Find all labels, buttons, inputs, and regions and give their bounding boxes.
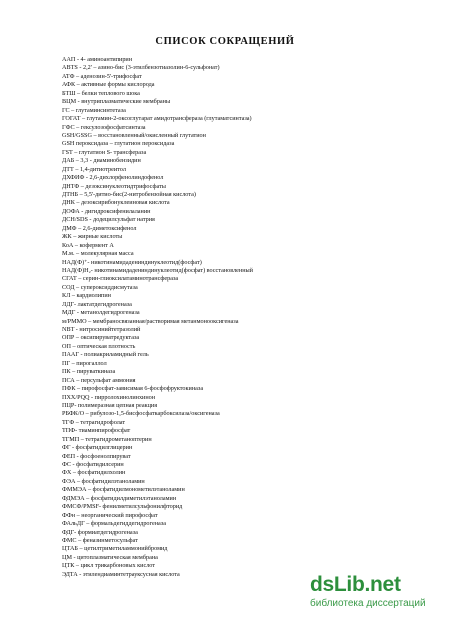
- abbreviation-entry: ДТНБ – 5,5'-дитио-бис(2-нитробензойная кислота): [62, 191, 196, 198]
- abbreviation-entry: ДТТ – 1,4-дитиотреитол: [62, 165, 126, 173]
- abbreviation-entry: ФДМЭА – фосфатидилдиметилэтаноламин: [62, 494, 177, 502]
- abbreviation-entry: ПСА – персульфат аммония: [62, 376, 136, 384]
- abbreviation-entry: АТФ – аденозин-5'-трифосфат: [62, 72, 142, 80]
- abbreviation-entry: БТШ – белки теплового шока: [62, 89, 140, 97]
- abbreviation-entry: КоА – кофермент А: [62, 241, 114, 249]
- abbreviation-entry: ОП – оптическая плотность: [62, 342, 136, 350]
- abbreviation-entry: ТПФ- тиаминпирофосфат: [62, 427, 131, 435]
- abbreviation-entry: ПЦР- полимеразная цепная реакция: [62, 401, 158, 409]
- abbreviation-entry: ЦТАБ – цетилтриметиламмонийбромид: [62, 545, 168, 553]
- abbreviation-entry: ПГ – пирогаллол: [62, 359, 107, 367]
- abbreviation-entry: ДМФ – 2,6-диметоксифенол: [62, 224, 137, 232]
- abbreviation-entry: ААП - 4- аминоантипирин: [62, 56, 133, 63]
- abbreviation-entry: ДНТФ – дезоксинуклеотидтрифосфаты: [62, 182, 166, 190]
- site-watermark: [310, 574, 450, 614]
- abbreviation-entry: ГС – глутаминсинтетаза: [62, 106, 126, 114]
- abbreviation-entry: ФММЭА – фосфатидилмонометилэтаноламин: [62, 486, 185, 494]
- abbreviation-entry: ДНК – дезоксирибонуклеиновая кислота: [62, 199, 170, 207]
- abbreviation-entry: ТГФ – тетрагидрофолат: [62, 418, 126, 426]
- abbreviation-list: [62, 56, 422, 579]
- abbreviation-entry: ПХХ/PQQ - пирролохинолинхинон: [62, 393, 156, 401]
- abbreviation-entry: ЛДГ- лактатдегидрогеназа: [62, 300, 132, 308]
- abbreviation-entry: ВЦМ - внутриплазматические мембраны: [62, 98, 171, 106]
- abbreviation-entry: РБФК/О – рибулозо-1,5-бисфосфаткарбоксилаза/оксигеназа: [62, 410, 220, 418]
- abbreviation-entry: ЖК – жирные кислоты: [62, 233, 123, 241]
- abbreviation-entry: ГОГАТ – глутамин-2-оксоглутарат амидотрансфераза (глутаматсинтаза): [62, 115, 252, 123]
- abbreviation-entry: ФДГ- формиатдегидрогеназа: [62, 528, 138, 536]
- abbreviation-entry: ДХФИФ - 2,6-дихлорфенолиндофенол: [62, 174, 164, 182]
- abbreviation-entry: СГАТ – серин-глиоксилатаминотрансфераза: [62, 275, 179, 283]
- abbreviation-entry: НАД(Ф)Н₂- никотинамидадениндинуклеотид(фосфат) восстановленный: [62, 266, 253, 274]
- abbreviation-entry: ДАБ – 3,3 - диаминобензидин: [62, 157, 141, 165]
- watermark-logo-text: dsLib.net: [310, 573, 401, 596]
- abbreviation-entry: ДОФА - дигидроксифенилаланин: [62, 207, 151, 215]
- abbreviation-entry: ФМСФ/PMSF- фенилметилсульфонилфторид: [62, 503, 183, 511]
- abbreviation-entry: ЦТК – цикл трикарбоновых кислот: [62, 562, 155, 570]
- abbreviation-entry: ФЭА – фосфатидилэтаноламин: [62, 477, 145, 485]
- abbreviation-entry: NBT - нитросинийтетразолий: [62, 326, 141, 333]
- abbreviation-entry: ФАльДГ – формальдегиддегидрогеназа: [62, 520, 166, 528]
- abbreviation-entry: ФС - фосфатидилсерин: [62, 461, 124, 468]
- abbreviation-entry: ПФК – пирофосфат-зависимая 6-фосфофруктокиназа: [62, 385, 204, 393]
- abbreviation-entry: МДГ - метанолдегидрогеназа: [62, 309, 140, 317]
- abbreviation-entry: ГФС – гексулозофосфатсинтаза: [62, 123, 146, 131]
- abbreviation-entry: ФХ – фосфатидилхолин: [62, 469, 126, 477]
- abbreviation-entry: ABTS - 2,2' – азино-бис (3-этилбензотиазолин-6-сульфонат): [62, 64, 220, 72]
- page-title: СПИСОК СОКРАЩЕНИЙ: [155, 36, 295, 47]
- abbreviation-entry: GSH пероксидаза – глутатион пероксидаза: [62, 140, 175, 148]
- abbreviation-entry: м/РММО – мембраносвязанная/растворимая метанмонооксигеназа: [62, 317, 239, 325]
- abbreviation-entry: ЭДТА - этилендиаминтетрауксусная кислота: [62, 570, 180, 578]
- abbreviation-entry: КЛ – кардиолипин: [62, 292, 111, 300]
- abbreviation-entry: ФГ - фосфатидилглицерин: [62, 444, 133, 452]
- abbreviation-entry: ТГМП – тетрагидрометаноптерин: [62, 435, 152, 443]
- abbreviation-entry: НАД(Ф)⁺- никотинамидадениндинуклеотид(фосфат): [62, 258, 202, 266]
- abbreviation-entry: ПААГ - полиакриламидный гель: [62, 351, 149, 359]
- abbreviation-entry: ФЕП - фосфоенолпируват: [62, 452, 131, 460]
- abbreviation-entry: АФК – активные формы кислорода: [62, 81, 155, 89]
- abbreviation-entry: ОПР – оксипируватредуктаза: [62, 334, 140, 342]
- abbreviation-entry: СОД – супероксиддисмутаза: [62, 283, 138, 291]
- abbreviation-entry: ГST – глутатион S- трансфераза: [62, 148, 147, 156]
- abbreviation-entry: ДСН/SDS - додецилсульфат натрия: [62, 216, 155, 224]
- abbreviation-entry: GSH/GSSG – восстановленный/окисленный глутатион: [62, 131, 206, 139]
- abbreviation-entry: ЦМ - цитоплазматическая мембрана: [62, 553, 158, 561]
- abbreviation-entry: ФФн – неорганический пирофосфат: [62, 511, 158, 519]
- abbreviation-entry: М.м. – молекулярная масса: [62, 250, 134, 258]
- abbreviation-entry: ФМС – феназинметосульфат: [62, 536, 138, 544]
- watermark-tagline: библиотека диссертаций: [310, 598, 426, 609]
- abbreviation-entry: ПК – пируваткиназа: [62, 368, 116, 376]
